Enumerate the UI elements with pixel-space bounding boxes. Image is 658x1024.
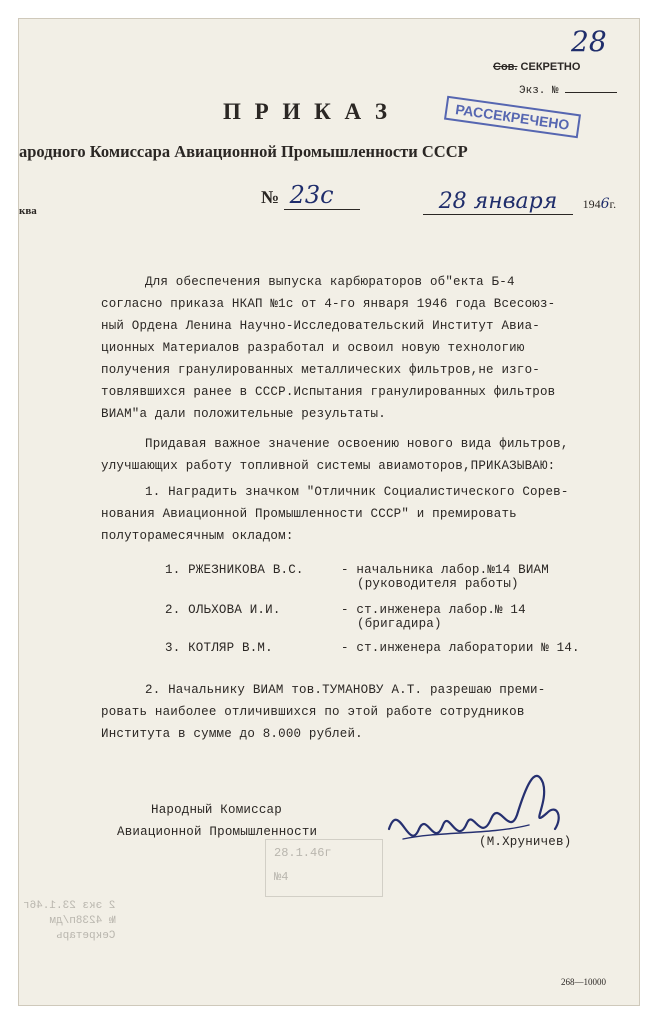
item2-line: ровать наиболее отличившихся по этой работе сотрудников xyxy=(101,705,525,719)
declassified-stamp: РАССЕКРЕЧЕНО xyxy=(444,96,581,139)
secrecy-line xyxy=(493,61,580,73)
awardee-dash: - xyxy=(341,641,349,655)
awardee-number: 2. xyxy=(165,603,181,617)
folio-number: 28 xyxy=(571,25,607,58)
order-number xyxy=(261,181,360,210)
signatory-ministry: Авиационной Промышленности xyxy=(117,825,318,839)
city-label: ква xyxy=(19,205,37,217)
margin-notation-line: 2 экз 23.1.46г xyxy=(23,900,116,912)
para1-line: получения гранулированных металлических фильтров,не изго- xyxy=(101,363,540,377)
para1-line: ционных Материалов разработал и освоил новую технологию xyxy=(101,341,525,355)
signatory-title: Народный Комиссар xyxy=(151,803,282,817)
awardee-position: ст.инженера лаборатории № 14. xyxy=(356,641,580,655)
date-year: 194 xyxy=(582,197,601,211)
awardee-position: начальника лабор.№14 ВИАМ xyxy=(356,563,549,577)
para2-line: Придавая важное значение освоению нового вида фильтров, xyxy=(145,437,569,451)
awardee-position: ст.инженера лабор.№ 14 xyxy=(356,603,526,617)
awardee-row xyxy=(165,563,304,577)
awardee-row xyxy=(165,641,273,655)
order-number-label: № xyxy=(261,187,280,207)
date-year-suffix: г. xyxy=(609,197,617,211)
item2-line: Института в сумме до 8.000 рублей. xyxy=(101,727,363,741)
date-handwritten: 28 января xyxy=(423,189,573,215)
document-page xyxy=(18,18,640,1006)
awardee-role xyxy=(341,563,549,591)
awardee-dash: - xyxy=(341,563,349,577)
item2-line: 2. Начальнику ВИАМ тов.ТУМАНОВУ А.Т. разрешаю преми- xyxy=(145,683,546,697)
secrecy-label: СЕКРЕТНО xyxy=(520,61,581,73)
margin-notation-line: № 4238п/дм xyxy=(49,915,116,927)
awardee-role xyxy=(341,603,526,631)
awardee-row xyxy=(165,603,281,617)
order-number-value: 23с xyxy=(284,181,360,210)
order-date xyxy=(423,189,616,215)
receipt-stamp xyxy=(265,839,383,897)
awardee-number: 3. xyxy=(165,641,181,655)
para1-line: товлявшихся ранее в СССР.Испытания гранулированных фильтров xyxy=(101,385,556,399)
para1-line: согласно приказа НКАП №1с от 4-го января 1946 года Всесоюз- xyxy=(101,297,556,311)
secrecy-struck: Сов. xyxy=(493,61,518,73)
margin-notation xyxy=(23,899,115,944)
awardee-position-note: (руководителя работы) xyxy=(357,577,519,591)
awardee-name: КОТЛЯР В.М. xyxy=(188,641,273,655)
item1-line: нования Авиационной Промышленности СССР" и премировать xyxy=(101,507,517,521)
date-year-hand: 6 xyxy=(600,196,610,212)
signature-mark xyxy=(379,759,579,869)
receipt-stamp-date: 28.1.46г xyxy=(274,846,332,860)
item1-line: полуторамесячным окладом: xyxy=(101,529,294,543)
copy-number-line xyxy=(519,85,617,97)
signatory-name: (М.Хруничев) xyxy=(479,835,572,849)
para1-line: Для обеспечения выпуска карбюраторов об"екта Б-4 xyxy=(145,275,515,289)
awardee-name: ОЛЬХОВА И.И. xyxy=(188,603,281,617)
para1-line: ный Ордена Ленина Научно-Исследовательский Институт Авиа- xyxy=(101,319,540,333)
receipt-stamp-number: №4 xyxy=(274,870,289,884)
print-code: 268—10000 xyxy=(561,977,606,987)
para2-line: улучшающих работу топливной системы авиамоторов,ПРИКАЗЫВАЮ: xyxy=(101,459,556,473)
item1-line: 1. Наградить значком "Отличник Социалистического Сорев- xyxy=(145,485,569,499)
awardee-name: РЖЕЗНИКОВА В.С. xyxy=(188,563,304,577)
order-title: П Р И К А З xyxy=(223,99,392,124)
margin-notation-line: Секретарь xyxy=(56,930,116,942)
awardee-number: 1. xyxy=(165,563,181,577)
awardee-role xyxy=(341,641,580,655)
copy-number-label: Экз. № xyxy=(519,85,559,97)
para1-line: ВИАМ"а дали положительные результаты. xyxy=(101,407,386,421)
awardee-dash: - xyxy=(341,603,349,617)
order-subtitle: ародного Комиссара Авиационной Промышленности СССР xyxy=(19,142,468,161)
awardee-position-note: (бригадира) xyxy=(357,617,442,631)
